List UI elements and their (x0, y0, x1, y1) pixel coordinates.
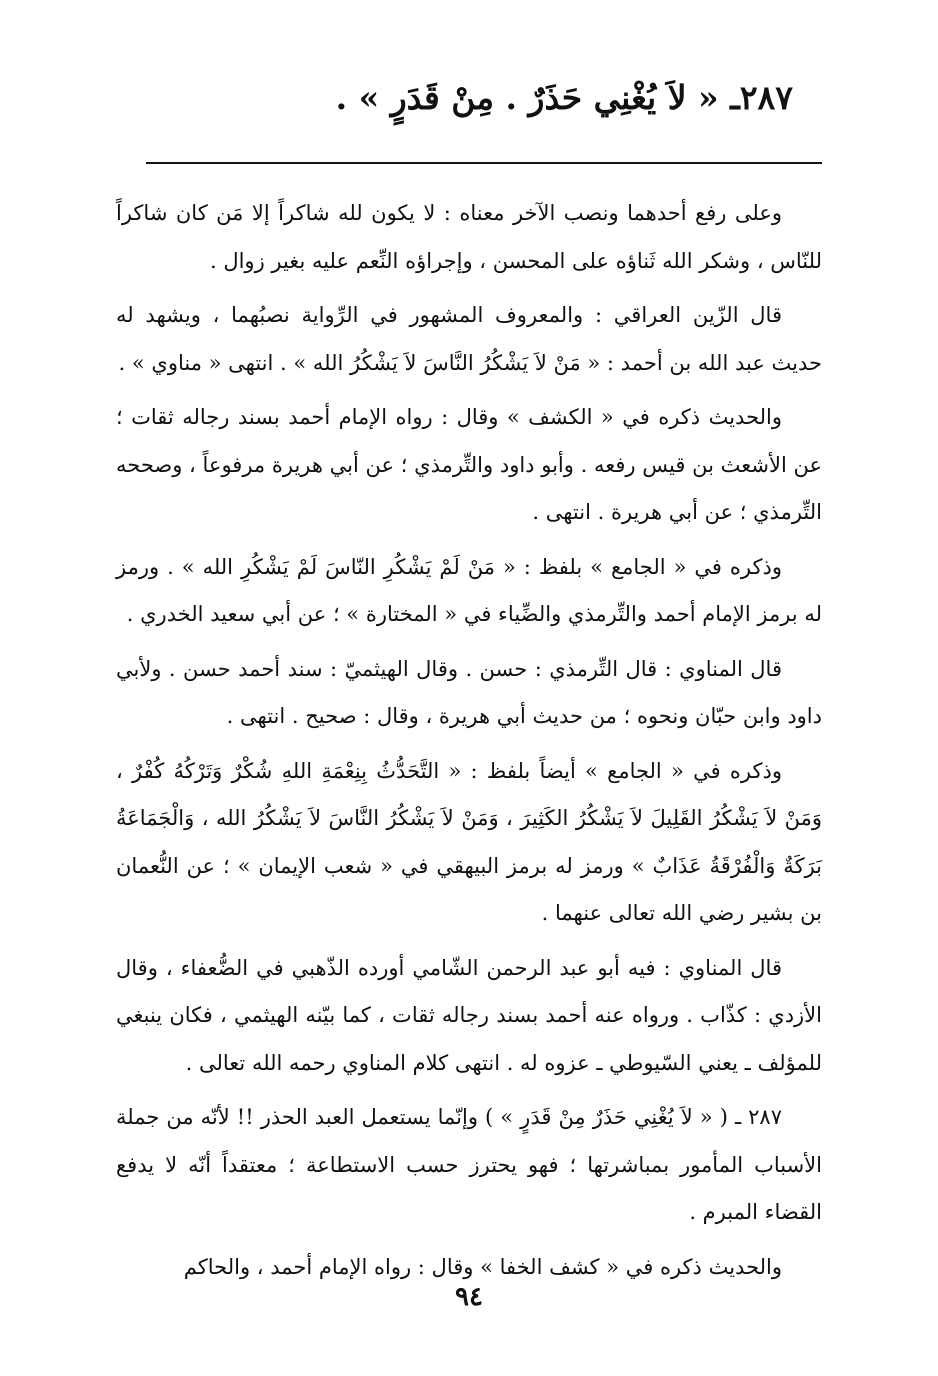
heading-divider (146, 162, 822, 164)
paragraph: والحديث ذكره في « الكشف » وقال : رواه الإمام أحمد بسند رجاله ثقات ؛ عن الأشعث بن قيس رفعه . وأبو داود والتِّرمذي ؛ عن أبي هريرة مرفوعاً ، وصححه التِّرمذي ؛ عن أبي هريرة . انتهى . (116, 405, 822, 524)
paragraph: ٢٨٧ ـ ( « لاَ يُغْنِي حَذَرٌ مِنْ قَدَرٍ » ) وإنّما يستعمل العبد الحذر !! لأنّه من جملة الأسباب المأمور بمباشرتها ؛ فهو يحترز حسب الاستطاعة ؛ معتقداً أنّه لا يدفع القضاء المبرم . (116, 1105, 822, 1224)
page-body (116, 190, 822, 1298)
paragraph: قال المناوي : فيه أبو عبد الرحمن الشّامي أورده الذّهبي في الضُّعفاء ، وقال الأزدي : كذّاب . ورواه عنه أحمد بسند رجاله ثقات ، كما بيّنه الهيثمي ، فكان ينبغي للمؤلف ـ يعني السّيوطي ـ عزوه له . انتهى كلام المناوي رحمه الله تعالى . (116, 955, 822, 1075)
paragraph: والحديث ذكره في « كشف الخفا » وقال : رواه الإمام أحمد ، والحاكم (183, 1254, 782, 1279)
paragraph: وذكره في « الجامع » أيضاً بلفظ : « التَّحَدُّثُ بِنِعْمَةِ اللهِ شُكْرٌ وَتَرْكُهُ كُفْرٌ ، وَمَنْ لاَ يَشْكُرُ القَلِيلَ لاَ يَشْكُرُ الكَثِيرَ ، وَمَنْ لاَ يَشْكُرُ النَّاسَ لاَ يَشْكُرُ الله ، وَالْجَمَاعَةُ بَرَكَةٌ وَالْفُرْقَةُ عَذَابٌ » ورمز له برمز البيهقي في « شعب الإيمان » ؛ عن النُّعمان بن بشير رضي الله تعالى عنهما . (116, 758, 822, 925)
hadith-heading: ٢٨٧ـ « لاَ يُغْنِي حَذَرٌ . مِنْ قَدَرٍ » . (335, 78, 793, 117)
paragraph: وذكره في « الجامع » بلفظ : « مَنْ لَمْ يَشْكُرِ النّاسَ لَمْ يَشْكُرِ الله » . ورمز له برمز الإمام أحمد والتِّرمذي والضِّياء في « المختارة » ؛ عن أبي سعيد الخدري . (116, 554, 822, 626)
paragraph: قال الزّين العراقي : والمعروف المشهور في الرِّواية نصبُهما ، ويشهد له حديث عبد الله بن أحمد : « مَنْ لاَ يَشْكُرُ النَّاسَ لاَ يَشْكُرُ الله » . انتهى « مناوي » . (116, 303, 822, 375)
paragraph: وعلى رفع أحدهما ونصب الآخر معناه : لا يكون لله شاكراً إلا مَن كان شاكراً للنّاس ، وشكر الله ثَناؤه على المحسن ، وإجراؤه النِّعم عليه بغير زوال . (116, 201, 822, 273)
paragraph: قال المناوي : قال التِّرمذي : حسن . وقال الهيثميّ : سند أحمد حسن . ولأبي داود وابن حبّان ونحوه ؛ من حديث أبي هريرة ، وقال : صحيح . انتهى . (116, 656, 822, 728)
page-number: ٩٤ (455, 1282, 483, 1312)
